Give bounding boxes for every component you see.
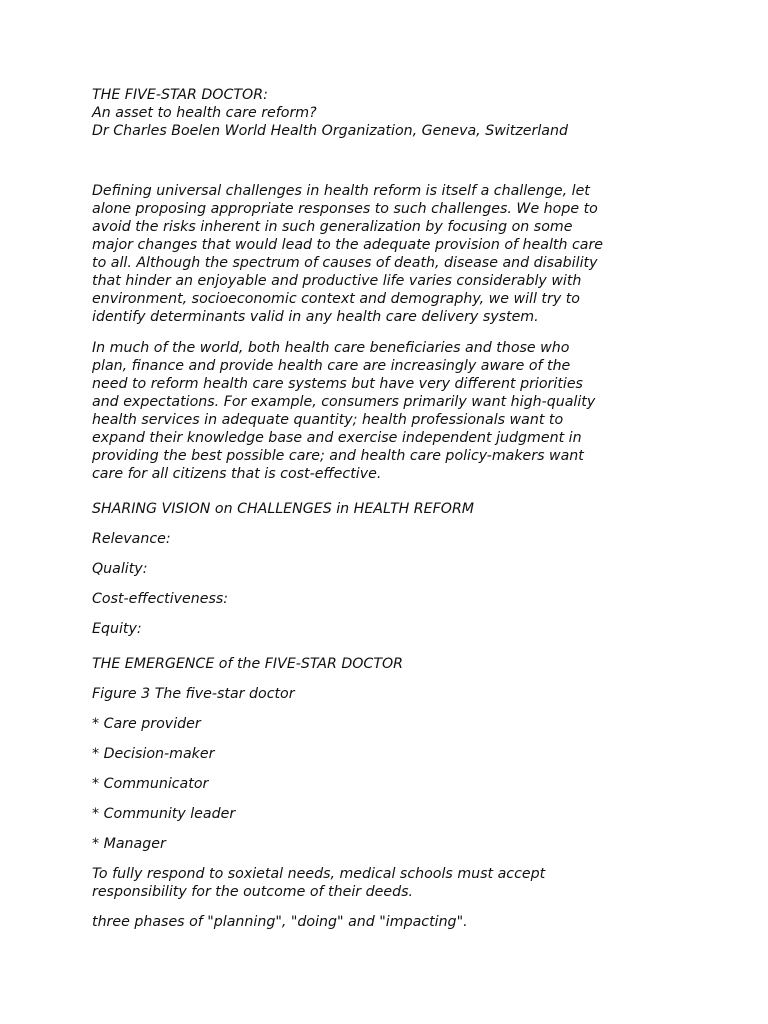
paragraph-intro: Defining universal challenges in health reform is itself a challenge, let alone proposing appropriate responses to such challenges. We hope to avoid the risks inherent in such generalization by focusing on some major changes that would lead to the adequate provision of health care to all. Although the spectrum of causes of death, disease and disability that hinder an enjoyable and productive life varies considerably with environment, socioeconomic context and demography, we will try to identify determinants valid in any health care delivery system. [92,183,604,325]
challenge-item-equity: Equity: [92,621,142,637]
role-item-community-leader: * Community leader [92,806,236,822]
document-author: Dr Charles Boelen World Health Organization, Geneva, Switzerland [92,123,568,139]
figure-caption: Figure 3 The five-star doctor [92,686,295,702]
closing-line: three phases of "planning", "doing" and "impacting". [92,914,468,930]
challenge-item-relevance: Relevance: [92,531,171,547]
document-page [92,86,682,931]
section-heading-emergence: THE EMERGENCE of the FIVE-STAR DOCTOR [92,656,404,672]
challenge-item-cost-effectiveness: Cost-effectiveness: [92,591,229,607]
role-item-manager: * Manager [92,836,166,852]
document-subtitle: An asset to health care reform? [92,105,317,121]
document-title: THE FIVE-STAR DOCTOR: [92,87,268,103]
role-item-communicator: * Communicator [92,776,209,792]
role-item-care-provider: * Care provider [92,716,201,732]
section-heading-vision: SHARING VISION on CHALLENGES in HEALTH REFORM [92,501,475,517]
paragraph-world: In much of the world, both health care beneficiaries and those who plan, finance and provide health care are increasingly aware of the need to reform health care systems but have very different priorities and expectations. For example, consumers primarily want high-quality health services in adequate quantity; health professionals want to expand their knowledge base and exercise independent judgment in providing the best possible care; and health care policy-makers want care for all citizens that is cost-effective. [92,340,596,482]
challenge-item-quality: Quality: [92,561,148,577]
role-item-decision-maker: * Decision-maker [92,746,215,762]
paragraph-responsibility: To fully respond to soxietal needs, medical schools must accept responsibility for the outcome of their deeds. [92,866,546,900]
